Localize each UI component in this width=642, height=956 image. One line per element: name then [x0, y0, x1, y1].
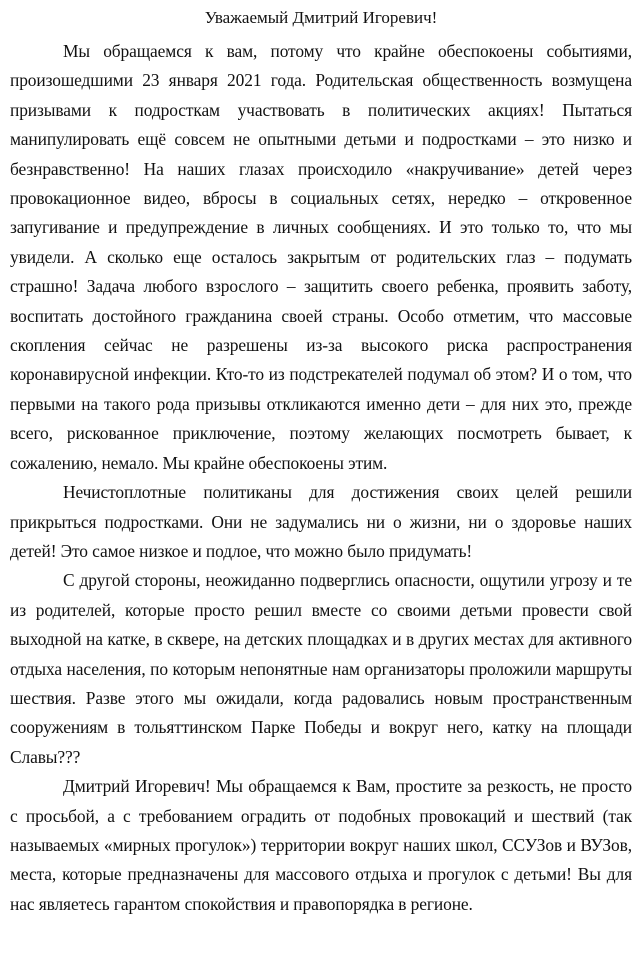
letter-paragraph-1: Мы обращаемся к вам, потому что крайне обеспокоены событиями, произошедшими 23 января 2021 года. Родительская общественность возмущена призывами к подросткам участвовать в политических акциях! Пытаться манипулировать ещё совсем не опытными детьми и подростками – это низко и безнравственно! На наших глазах происходило «накручивание» детей через провокационное видео, вбросы в социальных сетях, нередко – откровенное запугивание и предупреждение в личных сообщениях. И это только то, что мы увидели. А сколько еще осталось закрытым от родительских глаз – подумать страшно! Задача любого взрослого – защитить своего ребенка, проявить заботу, воспитать достойного гражданина своей страны. Особо отметим, что массовые скопления сейчас не разрешены из-за высокого риска распространения коронавирусной инфекции. Кто-то из подстрекателей подумал об этом? И о том, что первыми на такого рода призывы откликаются именно дети – для них это, прежде всего, рискованное приключение, поэтому желающих посмотреть бывает, к сожалению, немало. Мы крайне обеспокоены этим. — [10, 41, 632, 473]
letter-paragraph-3: С другой стороны, неожиданно подверглись опасности, ощутили угрозу и те из родителей, которые просто решил вместе со своими детьми провести свой выходной на катке, в сквере, на детских площадках и в других местах для активного отдыха населения, по которым непонятные нам организаторы проложили маршруты шествия. Разве этого мы ожидали, когда радовались новым пространственным сооружениям в тольяттинском Парке Победы и вокруг него, катку на площади Славы??? — [10, 570, 632, 767]
letter-paragraph-2: Нечистоплотные политиканы для достижения своих целей решили прикрыться подростками. Они не задумались ни о жизни, ни о здоровье наших детей! Это самое низкое и подлое, что можно было придумать! — [10, 482, 632, 561]
letter-paragraph-4: Дмитрий Игоревич! Мы обращаемся к Вам, простите за резкость, не просто с просьбой, а с требованием оградить от подобных провокаций и шествий (так называемых «мирных прогулок») территории вокруг наших школ, ССУЗов и ВУЗов, места, которые предназначены для массового отдыха и прогулок с детьми! Вы для нас являетесь гарантом спокойствия и правопорядка в регионе. — [10, 776, 632, 914]
letter-salutation: Уважаемый Дмитрий Игоревич! — [204, 8, 438, 27]
